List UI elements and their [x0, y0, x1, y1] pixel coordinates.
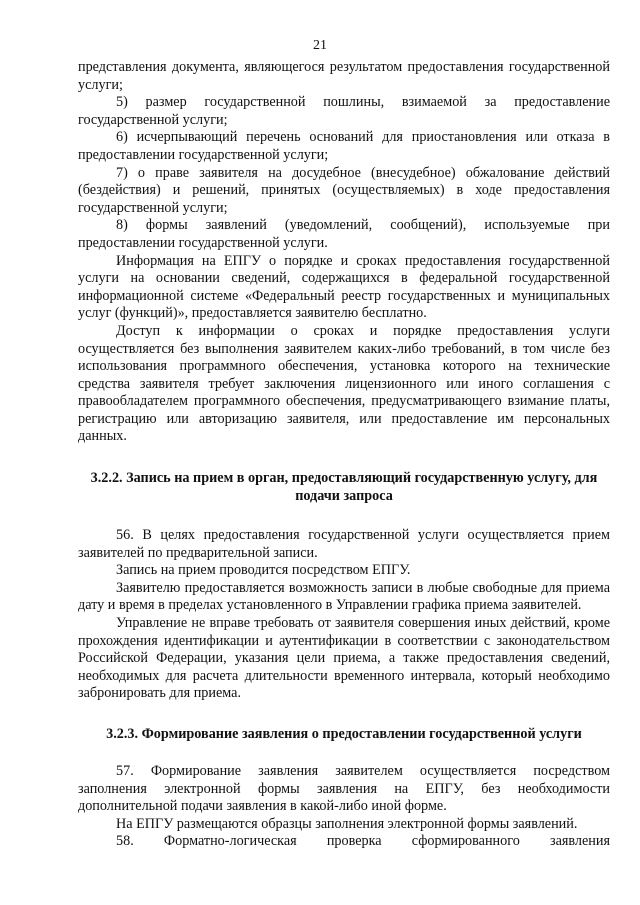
paragraph-samples: На ЕПГУ размещаются образцы заполнения электронной формы заявлений. — [116, 815, 578, 832]
paragraph-58: 58. Форматно-логическая проверка сформированного заявления — [116, 833, 610, 850]
document-body — [78, 59, 610, 851]
section-heading-322: 3.2.2. Запись на прием в орган, предоставляющий государственную услугу, для подачи запроса — [90, 470, 598, 505]
page-number: 21 — [313, 38, 327, 53]
list-item-7: 7) о праве заявителя на досудебное (внесудебное) обжалование действий (бездействия) и решений, принятых (осуществляемых) в ходе предоставления государственной услуги; — [78, 164, 610, 216]
section-heading-323: 3.2.3. Формирование заявления о предоставлении государственной услуги — [106, 726, 582, 742]
paragraph-appointment-options: Заявителю предоставляется возможность записи в любые свободные для приема дату и время в пределах установленного в Управлении графика приема заявителей. — [78, 579, 610, 614]
paragraph-epgu-info: Информация на ЕПГУ о порядке и сроках предоставления государственной услуги на основании сведений, содержащихся в федеральной государственной информационной системе «Федеральный реестр государственных и муниципальных услуг (функций)», предоставляется заявителю бесплатно. — [78, 252, 610, 322]
paragraph-57: 57. Формирование заявления заявителем осуществляется посредством заполнения электронной формы заявления на ЕПГУ, без необходимости дополнительной подачи заявления в какой-либо иной форме. — [78, 763, 610, 815]
paragraph-access-info: Доступ к информации о сроках и порядке предоставления услуги осуществляется без выполнения заявителем каких-либо требований, в том числе без использования программного обеспечения, установка которого на технические средства заявителя требует заключения лицензионного или иного соглашения с правообладателем программного обеспечения, предусматривающего взимание платы, регистрацию или авторизацию заявителя, или предоставление им персональных данных. — [78, 322, 610, 445]
list-item-6: 6) исчерпывающий перечень оснований для приостановления или отказа в предоставлении государственной услуги; — [78, 129, 610, 163]
paragraph-56: 56. В целях предоставления государственной услуги осуществляется прием заявителей по предварительной записи. — [78, 527, 610, 561]
list-item-5: 5) размер государственной пошлины, взимаемой за предоставление государственной услуги; — [78, 94, 610, 128]
paragraph-appointment: Запись на прием проводится посредством ЕПГУ. — [116, 562, 411, 579]
paragraph-management-restrictions: Управление не вправе требовать от заявителя совершения иных действий, кроме прохождения идентификации и аутентификации в соответствии с законодательством Российской Федерации, указания цели приема, а также предоставления сведений, необходимых для расчета длительности временного интервала, который необходимо забронировать для приема. — [78, 615, 610, 702]
list-item-8: 8) формы заявлений (уведомлений, сообщений), используемые при предоставлении государственной услуги. — [78, 217, 610, 251]
paragraph-continuation: представления документа, являющегося результатом предоставления государственной услуги; — [78, 59, 610, 93]
